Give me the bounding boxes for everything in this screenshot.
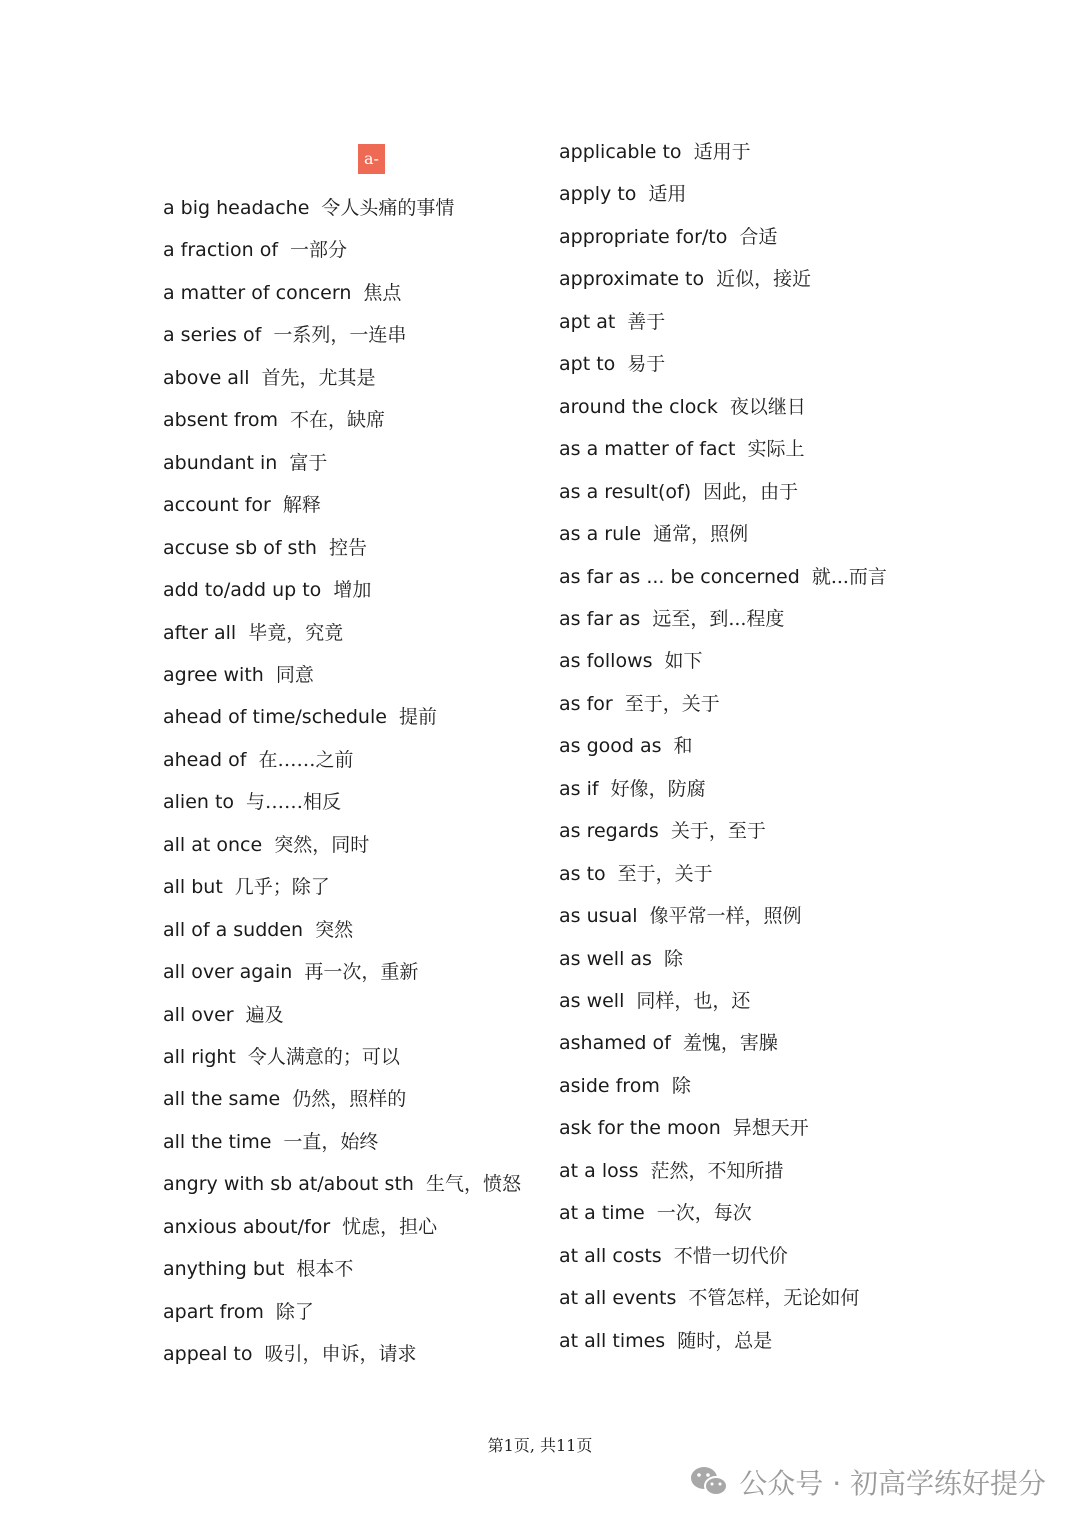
phrase-english: as far as	[559, 607, 641, 630]
phrase-english: as if	[559, 777, 599, 800]
phrase-chinese: 除了	[275, 1300, 314, 1323]
phrase-english: at all costs	[559, 1244, 662, 1267]
phrase-english: abundant in	[163, 451, 278, 474]
phrase-entry	[559, 1115, 809, 1141]
phrase-english: account for	[163, 494, 271, 517]
phrase-english: a big headache	[163, 197, 310, 219]
watermark-text: 公众号 · 初高学练好提分	[739, 1467, 1046, 1500]
phrase-entry	[559, 903, 802, 929]
phrase-chinese: 同样，也，还	[636, 990, 751, 1012]
phrase-entry	[163, 704, 437, 730]
phrase-chinese: 适用于	[693, 141, 751, 163]
phrase-chinese: 除	[671, 1074, 691, 1097]
phrase-chinese: 适用	[648, 183, 687, 206]
phrase-entry	[163, 620, 343, 646]
phrase-english: above all	[163, 366, 250, 389]
phrase-entry	[163, 874, 330, 900]
phrase-chinese: 令人头痛的事情	[321, 197, 455, 219]
phrase-chinese: 几乎；除了	[234, 876, 330, 899]
phrase-chinese: 提前	[398, 706, 437, 729]
phrase-english: around the clock	[559, 395, 718, 418]
phrase-english: apart from	[163, 1300, 264, 1323]
phrase-entry	[559, 351, 665, 377]
phrase-entry	[559, 946, 683, 972]
phrase-chinese: 增加	[333, 579, 372, 602]
phrase-english: as regards	[559, 820, 659, 843]
phrase-chinese: 实际上	[747, 438, 805, 461]
phrase-chinese: 异想天开	[732, 1117, 809, 1140]
phrase-chinese: 在……之前	[258, 748, 354, 771]
phrase-chinese: 控告	[328, 536, 367, 559]
phrase-english: apt at	[559, 310, 616, 333]
phrase-english: as a result(of)	[559, 480, 692, 503]
phrase-chinese: 一部分	[290, 239, 348, 262]
phrase-entry	[559, 436, 804, 462]
phrase-entry	[163, 1044, 400, 1070]
phrase-entry	[163, 959, 418, 985]
phrase-entry	[163, 1129, 378, 1155]
phrase-entry	[163, 747, 353, 773]
phrase-english: at a loss	[559, 1159, 639, 1182]
phrase-english: appeal to	[163, 1343, 253, 1366]
phrase-chinese: 与……相反	[246, 791, 342, 814]
phrase-english: as well as	[559, 947, 652, 970]
phrase-entry	[559, 181, 686, 207]
phrase-english: as well	[559, 990, 625, 1012]
phrase-chinese: 远至，到...程度	[652, 607, 785, 630]
phrase-entry	[559, 861, 713, 887]
phrase-chinese: 如下	[664, 650, 703, 673]
phrase-chinese: 解释	[282, 494, 321, 517]
phrase-entry	[163, 1171, 521, 1197]
phrase-english: all of a sudden	[163, 918, 304, 941]
phrase-english: as usual	[559, 905, 638, 928]
phrase-chinese: 一次，每次	[656, 1202, 752, 1225]
phrase-chinese: 近似，接近	[716, 268, 812, 291]
phrase-entry	[559, 1328, 772, 1354]
phrase-entry	[163, 365, 376, 391]
phrase-english: agree with	[163, 663, 264, 686]
phrase-entry	[163, 1086, 406, 1112]
phrase-chinese: 突然	[315, 918, 354, 941]
phrase-english: apply to	[559, 183, 637, 206]
phrase-entry	[559, 776, 706, 802]
phrase-english: all at once	[163, 833, 263, 856]
phrase-chinese: 突然，同时	[274, 833, 370, 856]
phrase-english: accuse sb of sth	[163, 536, 317, 559]
phrase-english: all over again	[163, 961, 293, 984]
phrase-chinese: 焦点	[363, 281, 402, 304]
phrase-entry	[163, 577, 371, 603]
phrase-entry	[559, 564, 887, 590]
phrase-chinese: 富于	[289, 451, 328, 474]
phrase-chinese: 根本不	[296, 1258, 354, 1281]
phrase-english: a fraction of	[163, 239, 279, 262]
phrase-english: as a matter of fact	[559, 438, 736, 461]
phrase-chinese: 和	[673, 735, 693, 758]
phrase-entry	[559, 309, 665, 335]
phrase-chinese: 不管怎样，无论如何	[688, 1287, 860, 1310]
phrase-entry	[559, 1243, 788, 1269]
phrase-english: all the same	[163, 1088, 281, 1111]
phrase-entry	[559, 1030, 778, 1056]
phrase-english: approximate to	[559, 268, 705, 291]
phrase-entry	[163, 789, 341, 815]
phrase-english: a matter of concern	[163, 281, 352, 304]
phrase-entry	[559, 818, 766, 844]
phrase-english: as for	[559, 692, 613, 715]
phrase-entry	[163, 322, 406, 348]
phrase-english: at all events	[559, 1287, 677, 1310]
phrase-entry	[559, 988, 750, 1014]
phrase-chinese: 至于，关于	[617, 862, 713, 885]
phrase-chinese: 像平常一样，照例	[649, 905, 802, 928]
phrase-entry	[559, 1285, 859, 1311]
phrase-entry	[163, 407, 385, 433]
phrase-chinese: 易于	[627, 353, 666, 376]
phrase-english: all the time	[163, 1130, 272, 1153]
phrase-chinese: 善于	[627, 310, 666, 333]
phrase-english: as to	[559, 862, 606, 885]
phrase-chinese: 不在，缺席	[290, 409, 386, 432]
phrase-english: as a rule	[559, 523, 642, 546]
phrase-english: a series of	[163, 324, 262, 347]
phrase-english: all over	[163, 1003, 234, 1026]
phrase-english: absent from	[163, 409, 279, 432]
phrase-entry	[559, 1158, 784, 1184]
phrase-entry	[559, 1200, 752, 1226]
phrase-entry	[163, 195, 454, 221]
section-tag: a-	[358, 144, 385, 174]
page-footer: 第1页, 共11页	[487, 1436, 593, 1455]
phrase-chinese: 仍然，照样的	[292, 1088, 407, 1111]
wechat-icon	[689, 1464, 729, 1500]
phrase-english: as follows	[559, 650, 653, 673]
watermark	[689, 1462, 1046, 1502]
phrase-entry	[163, 1256, 353, 1282]
phrase-chinese: 除	[663, 947, 683, 970]
phrase-english: at a time	[559, 1202, 645, 1225]
phrase-chinese: 一系列，一连串	[273, 324, 407, 347]
phrase-english: add to/add up to	[163, 579, 322, 602]
phrase-chinese: 就...而言	[811, 565, 887, 588]
phrase-chinese: 首先，尤其是	[261, 366, 376, 389]
phrase-english: ahead of time/schedule	[163, 706, 387, 729]
phrase-english: ahead of	[163, 748, 247, 771]
phrase-chinese: 一直，始终	[283, 1130, 379, 1153]
phrase-english: apt to	[559, 353, 616, 376]
phrase-entry	[559, 139, 751, 165]
phrase-english: ask for the moon	[559, 1117, 721, 1140]
phrase-entry	[559, 479, 798, 505]
phrase-entry	[559, 521, 748, 547]
phrase-chinese: 忧虑，担心	[342, 1215, 438, 1238]
phrase-chinese: 令人满意的；可以	[247, 1046, 400, 1068]
phrase-entry	[163, 1341, 417, 1367]
phrase-english: aside from	[559, 1074, 660, 1097]
phrase-entry	[559, 691, 720, 717]
phrase-chinese: 合适	[739, 225, 778, 248]
phrase-chinese: 随时，总是	[677, 1329, 773, 1352]
phrase-english: angry with sb at/about sth	[163, 1173, 414, 1196]
phrase-chinese: 吸引，申诉，请求	[264, 1343, 417, 1366]
phrase-entry	[559, 224, 777, 250]
phrase-chinese: 因此，由于	[703, 480, 799, 503]
phrase-chinese: 遍及	[245, 1003, 284, 1026]
phrase-english: anything but	[163, 1258, 285, 1281]
phrase-chinese: 夜以继日	[729, 395, 806, 418]
phrase-english: as far as ... be concerned	[559, 565, 800, 588]
phrase-chinese: 关于，至于	[670, 820, 766, 843]
phrase-chinese: 再一次，重新	[304, 961, 419, 984]
phrase-english: appropriate for/to	[559, 225, 728, 248]
phrase-chinese: 不惜一切代价	[673, 1244, 788, 1267]
phrase-entry	[559, 648, 703, 674]
phrase-entry	[163, 662, 314, 688]
phrase-english: anxious about/for	[163, 1215, 331, 1238]
phrase-entry	[163, 917, 353, 943]
phrase-chinese: 生气，愤怒	[425, 1173, 521, 1196]
phrase-chinese: 通常，照例	[653, 523, 749, 546]
phrase-entry	[559, 1073, 691, 1099]
phrase-english: ashamed of	[559, 1032, 671, 1055]
phrase-entry	[559, 266, 811, 292]
phrase-chinese: 羞愧，害臊	[682, 1032, 778, 1055]
phrase-chinese: 好像，防腐	[610, 777, 706, 800]
phrase-chinese: 毕竟，究竟	[248, 621, 344, 644]
phrase-entry	[163, 237, 347, 263]
phrase-entry	[163, 535, 367, 561]
phrase-english: applicable to	[559, 141, 682, 163]
phrase-entry	[163, 832, 369, 858]
phrase-chinese: 茫然，不知所措	[650, 1159, 784, 1182]
phrase-entry	[163, 1214, 437, 1240]
phrase-english: alien to	[163, 791, 235, 814]
phrase-entry	[163, 450, 327, 476]
phrase-entry	[163, 1002, 284, 1028]
phrase-entry	[559, 606, 784, 632]
phrase-entry	[559, 394, 806, 420]
phrase-english: all right	[163, 1046, 236, 1068]
phrase-english: as good as	[559, 735, 662, 758]
phrase-entry	[559, 733, 693, 759]
phrase-entry	[163, 1299, 314, 1325]
phrase-english: at all times	[559, 1329, 666, 1352]
phrase-entry	[163, 280, 401, 306]
phrase-english: all but	[163, 876, 223, 899]
phrase-english: after all	[163, 621, 237, 644]
phrase-chinese: 至于，关于	[624, 692, 720, 715]
phrase-entry	[163, 492, 321, 518]
phrase-chinese: 同意	[275, 663, 314, 686]
